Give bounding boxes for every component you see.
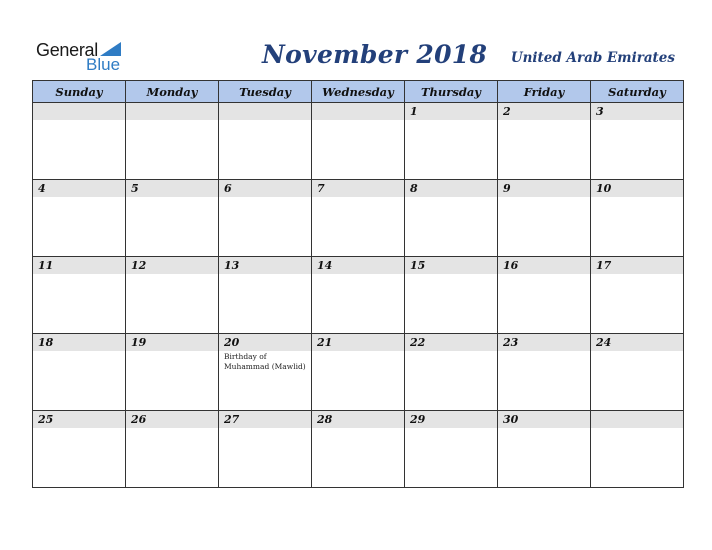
- day-number: 29: [410, 413, 426, 426]
- day-cell[interactable]: [498, 180, 591, 257]
- day-number-bar: [219, 334, 311, 351]
- day-cell[interactable]: [126, 103, 219, 180]
- day-number-bar: [498, 257, 590, 274]
- day-number-bar: [405, 103, 497, 120]
- day-cell[interactable]: [312, 411, 405, 488]
- day-number: 26: [131, 413, 147, 426]
- day-number: 27: [224, 413, 240, 426]
- day-number: 11: [38, 259, 54, 272]
- day-number-bar: [312, 180, 404, 197]
- day-number-bar: [33, 411, 125, 428]
- day-number: 14: [317, 259, 333, 272]
- weekday-header: Monday: [126, 81, 219, 103]
- day-cell[interactable]: [312, 334, 405, 411]
- day-number-bar: [498, 334, 590, 351]
- day-number: 21: [317, 336, 333, 349]
- day-number: 25: [38, 413, 54, 426]
- day-cell[interactable]: [498, 103, 591, 180]
- calendar-grid: [32, 80, 684, 488]
- day-number: 18: [38, 336, 54, 349]
- day-number-bar: [405, 257, 497, 274]
- day-number: 5: [131, 182, 139, 195]
- day-number: 30: [503, 413, 519, 426]
- day-number-bar: [126, 411, 218, 428]
- holiday-event: Birthday of Muhammad (Mawlid): [224, 352, 306, 371]
- day-cell[interactable]: [33, 180, 126, 257]
- day-number: 20: [224, 336, 240, 349]
- day-number: 3: [596, 105, 604, 118]
- day-number: 1: [410, 105, 418, 118]
- day-number-bar: [498, 103, 590, 120]
- day-cell[interactable]: [219, 411, 312, 488]
- day-number: 4: [38, 182, 46, 195]
- day-number: 10: [596, 182, 612, 195]
- day-number-bar: [219, 411, 311, 428]
- day-cell[interactable]: [219, 103, 312, 180]
- day-cell[interactable]: [219, 257, 312, 334]
- day-number-bar: [498, 180, 590, 197]
- day-number-bar: [126, 180, 218, 197]
- day-number-bar: [405, 180, 497, 197]
- day-number: 7: [317, 182, 325, 195]
- weekday-header: Friday: [498, 81, 591, 103]
- week-row: [33, 257, 684, 334]
- day-cell[interactable]: [33, 411, 126, 488]
- day-number-bar: [126, 103, 218, 120]
- day-cell[interactable]: [405, 411, 498, 488]
- day-number: 6: [224, 182, 232, 195]
- day-cell[interactable]: [405, 103, 498, 180]
- day-number: 15: [410, 259, 426, 272]
- day-cell[interactable]: [498, 334, 591, 411]
- day-number-bar: [591, 334, 683, 351]
- day-cell[interactable]: [591, 103, 684, 180]
- day-number-bar: [591, 180, 683, 197]
- day-cell[interactable]: [405, 257, 498, 334]
- day-number-bar: [219, 257, 311, 274]
- day-number-bar: [219, 180, 311, 197]
- week-row: [33, 180, 684, 257]
- day-number-bar: [591, 257, 683, 274]
- day-number: 16: [503, 259, 519, 272]
- day-cell[interactable]: [498, 257, 591, 334]
- logo-general-text: General: [36, 40, 98, 60]
- week-row: [33, 103, 684, 180]
- day-number: 23: [503, 336, 519, 349]
- day-number: 2: [503, 105, 511, 118]
- day-number-bar: [405, 411, 497, 428]
- day-cell[interactable]: [33, 257, 126, 334]
- page-title: November 2018: [262, 40, 488, 69]
- day-cell[interactable]: [405, 334, 498, 411]
- day-number: 13: [224, 259, 240, 272]
- day-number-bar: [33, 180, 125, 197]
- day-cell[interactable]: [312, 257, 405, 334]
- day-number-bar: [312, 103, 404, 120]
- day-number-bar: [312, 334, 404, 351]
- day-cell[interactable]: [591, 257, 684, 334]
- country-label: United Arab Emirates: [510, 50, 675, 66]
- day-number-bar: [405, 334, 497, 351]
- day-cell[interactable]: [498, 411, 591, 488]
- day-number-bar: [312, 411, 404, 428]
- day-number-bar: [498, 411, 590, 428]
- day-number: 24: [596, 336, 612, 349]
- day-cell[interactable]: [591, 411, 684, 488]
- weekday-header-row: [33, 81, 684, 103]
- day-cell[interactable]: [126, 180, 219, 257]
- day-cell[interactable]: [219, 334, 312, 411]
- weekday-header: Thursday: [405, 81, 498, 103]
- day-number-bar: [33, 257, 125, 274]
- logo-blue-text: Blue: [86, 55, 121, 74]
- logo-flag-icon: [100, 42, 121, 56]
- day-cell[interactable]: [312, 180, 405, 257]
- day-number: 28: [317, 413, 333, 426]
- weekday-header: Wednesday: [312, 81, 405, 103]
- day-number-bar: [33, 103, 125, 120]
- day-number: 9: [503, 182, 511, 195]
- day-number: 22: [410, 336, 426, 349]
- day-number-bar: [126, 334, 218, 351]
- day-number: 19: [131, 336, 147, 349]
- day-cell[interactable]: [33, 103, 126, 180]
- weekday-header: Saturday: [591, 81, 684, 103]
- week-row: [33, 411, 684, 488]
- day-number-bar: [312, 257, 404, 274]
- day-cell[interactable]: [219, 180, 312, 257]
- day-number: 12: [131, 259, 147, 272]
- day-cell[interactable]: [33, 334, 126, 411]
- day-cell[interactable]: [591, 180, 684, 257]
- day-number: 8: [410, 182, 418, 195]
- weekday-header: Sunday: [33, 81, 126, 103]
- day-number-bar: [591, 411, 683, 428]
- generalblue-logo: [36, 40, 136, 74]
- day-cell[interactable]: [126, 411, 219, 488]
- day-cell[interactable]: [126, 257, 219, 334]
- day-cell[interactable]: [126, 334, 219, 411]
- day-cell[interactable]: [591, 334, 684, 411]
- day-cell[interactable]: [312, 103, 405, 180]
- day-number-bar: [591, 103, 683, 120]
- day-number-bar: [126, 257, 218, 274]
- day-number-bar: [33, 334, 125, 351]
- day-number: 17: [596, 259, 612, 272]
- weekday-header: Tuesday: [219, 81, 312, 103]
- day-number-bar: [219, 103, 311, 120]
- day-cell[interactable]: [405, 180, 498, 257]
- week-row: [33, 334, 684, 411]
- calendar-body: [33, 103, 684, 488]
